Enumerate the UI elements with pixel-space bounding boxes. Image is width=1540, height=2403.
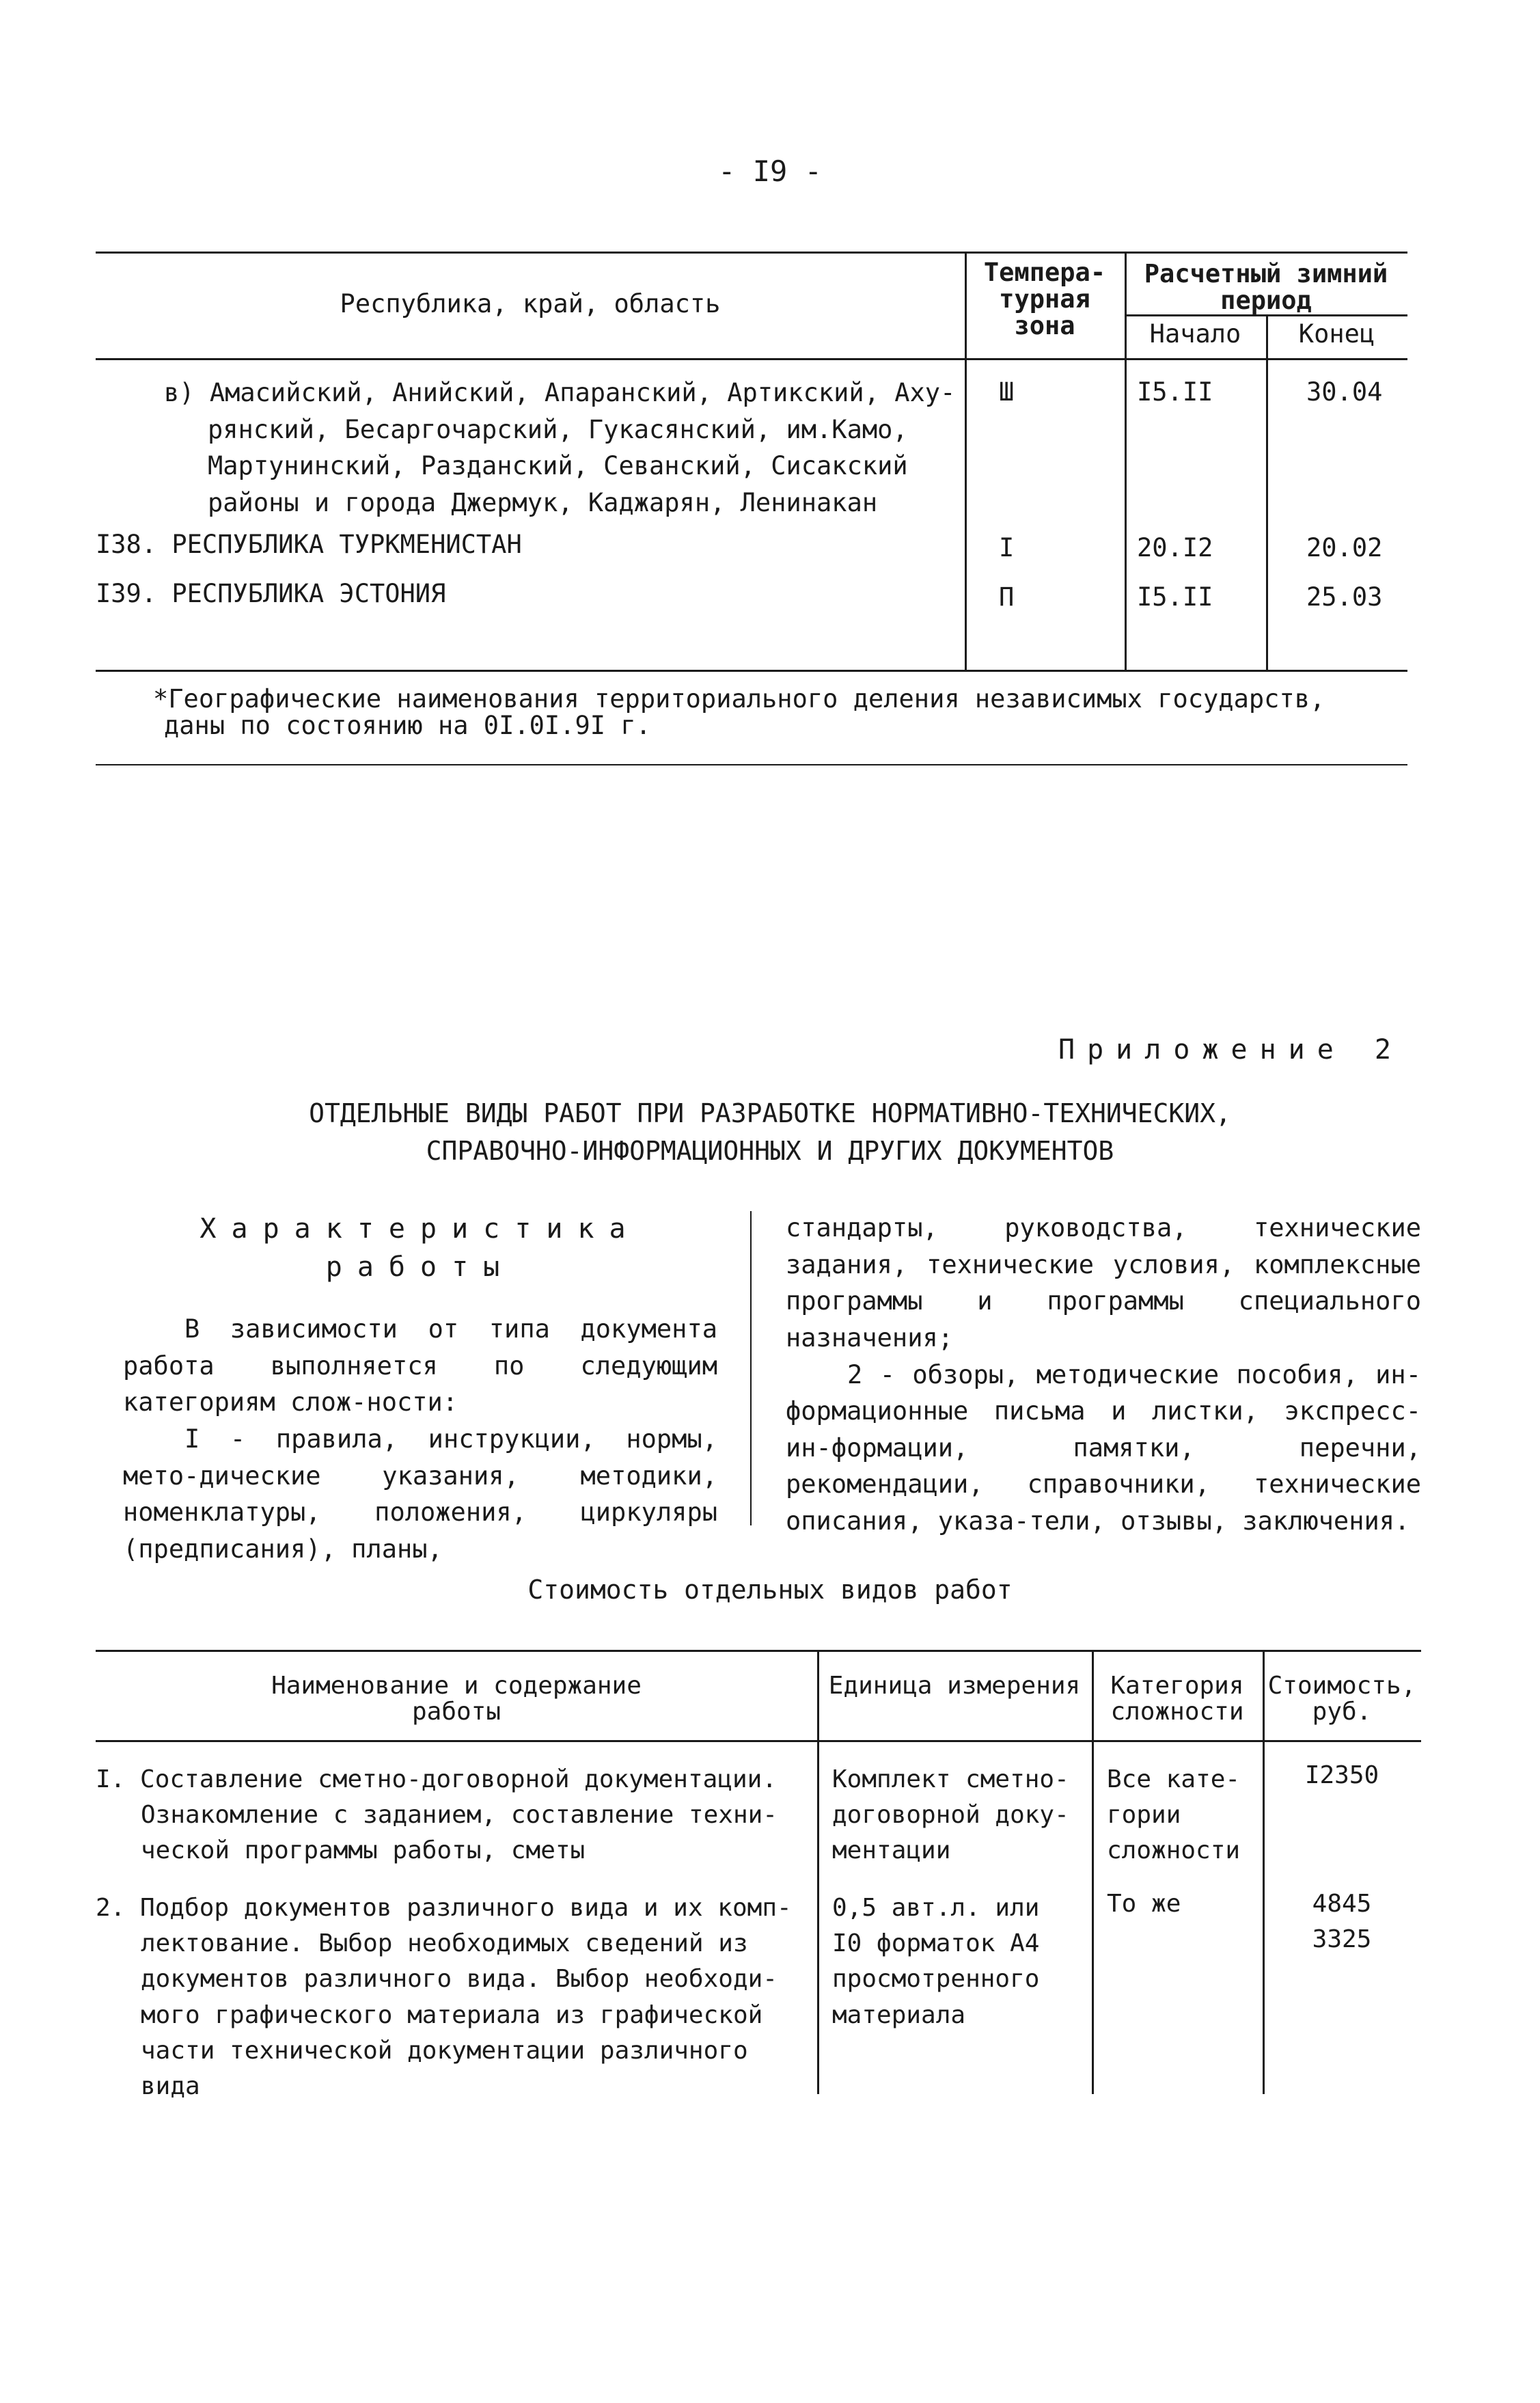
table1-top-rule bbox=[96, 252, 1407, 254]
cost-value: 3325 bbox=[1312, 1925, 1372, 1954]
paragraph: В зависимости от типа документа работа выполняется по следующим категориям слож-ности: bbox=[123, 1314, 717, 1417]
table1-bottom-rule bbox=[96, 670, 1407, 672]
heading-line: Характеристика bbox=[200, 1213, 641, 1245]
table-row bbox=[164, 375, 955, 521]
footnote bbox=[153, 686, 1325, 739]
header-zone-line: турная bbox=[999, 284, 1090, 314]
page-number: - I9 - bbox=[718, 154, 822, 188]
appendix-title-line: СПРАВОЧНО-ИНФОРМАЦИОННЫХ И ДРУГИХ ДОКУМЕНТОВ bbox=[426, 1136, 1114, 1167]
unit-line: договорной доку- bbox=[832, 1801, 1069, 1830]
start-value: 20.I2 bbox=[1137, 533, 1213, 562]
header-zone-line: Темпера- bbox=[983, 258, 1106, 287]
unit-line: просмотренного bbox=[832, 1965, 1040, 1994]
paragraph: 2 - обзоры, методические пособия, ин-формационные письма и листки, экспресс-ин-формации, памятки, перечни, рекомендации, справочники, технические описания, указа-тели, отзывы, заключения. bbox=[786, 1359, 1421, 1536]
right-column bbox=[786, 1210, 1421, 1540]
start-value: I5.II bbox=[1137, 582, 1213, 612]
heading-line: работы bbox=[325, 1251, 515, 1283]
unit-cell bbox=[832, 1762, 1069, 1869]
footnote-rule bbox=[96, 764, 1407, 765]
row-text-line: районы и города Джермук, Каджарян, Ленинакан bbox=[208, 487, 878, 517]
header-period-line: Расчетный зимний bbox=[1144, 259, 1388, 288]
cost-table-title: Стоимость отдельных видов работ bbox=[527, 1575, 1013, 1605]
row-text-line: рянский, Бесаргочарский, Гукасянский, им.Камо, bbox=[208, 414, 908, 444]
category-cell bbox=[1107, 1886, 1181, 1922]
cost-value: I2350 bbox=[1304, 1761, 1379, 1789]
table-row bbox=[96, 1890, 792, 2104]
characteristic-heading bbox=[123, 1210, 717, 1286]
table-row bbox=[96, 1762, 778, 1869]
header-unit: Единица измерения bbox=[828, 1672, 1081, 1700]
header-period bbox=[1125, 261, 1407, 314]
end-value: 25.03 bbox=[1306, 582, 1383, 612]
header-end: Конец bbox=[1298, 319, 1375, 349]
header-cost-line: Стоимость, bbox=[1267, 1672, 1416, 1700]
table1-header-rule bbox=[96, 358, 1407, 360]
row-text-line: лектование. Выбор необходимых сведений из bbox=[141, 1929, 748, 1958]
unit-cell bbox=[832, 1890, 1039, 2033]
column-divider bbox=[750, 1211, 752, 1525]
header-category-line: сложности bbox=[1110, 1697, 1244, 1726]
end-value: 30.04 bbox=[1306, 377, 1383, 407]
row-text-line: части технической документации различного bbox=[141, 2036, 748, 2065]
row-text-line: мого графического материала из графической bbox=[141, 2000, 763, 2029]
start-value: I5.II bbox=[1137, 377, 1213, 407]
row-text-line: в) Амасийский, Анийский, Апаранский, Артикский, Аху- bbox=[164, 378, 956, 407]
category-line: То же bbox=[1107, 1890, 1181, 1918]
category-line: сложности bbox=[1107, 1836, 1241, 1865]
appendix-title-line: ОТДЕЛЬНЫЕ ВИДЫ РАБОТ ПРИ РАЗРАБОТКЕ НОРМАТИВНО-ТЕХНИЧЕСКИХ, bbox=[309, 1098, 1231, 1128]
table-row: I39. РЕСПУБЛИКА ЭСТОНИЯ bbox=[96, 579, 446, 608]
cost-cell bbox=[1263, 1886, 1421, 1957]
category-cell bbox=[1107, 1762, 1240, 1869]
table-row: I38. РЕСПУБЛИКА ТУРКМЕНИСТАН bbox=[96, 530, 522, 559]
unit-line: материала bbox=[832, 2000, 966, 2029]
table2-col-sep-1 bbox=[817, 1650, 819, 2094]
row-text-line: вида bbox=[141, 2072, 200, 2100]
row-text-line: Ознакомление с заданием, составление техни- bbox=[141, 1801, 778, 1830]
header-zone-line: зона bbox=[1014, 310, 1075, 340]
header-category-line: Категория bbox=[1110, 1672, 1244, 1700]
header-zone bbox=[965, 260, 1125, 340]
table2-top-rule bbox=[96, 1650, 1421, 1652]
appendix-label: Приложение 2 bbox=[1058, 1034, 1403, 1065]
header-name-line: Наименование и содержание bbox=[271, 1672, 642, 1700]
row-text-line: ческой программы работы, сметы bbox=[141, 1836, 586, 1865]
header-name-line: работы bbox=[411, 1697, 501, 1726]
paragraph: I - правила, инструкции, нормы, мето-дические указания, методики, номенклатуры, положения, циркуляры (предписания), планы, bbox=[123, 1424, 717, 1564]
category-line: гории bbox=[1107, 1801, 1181, 1830]
unit-line: ментации bbox=[832, 1836, 951, 1865]
row-text-line: 2. Подбор документов различного вида и их комп- bbox=[96, 1894, 792, 1922]
left-column bbox=[123, 1210, 717, 1567]
header-region: Республика, край, область bbox=[340, 289, 721, 318]
zone-value: Ш bbox=[999, 377, 1015, 407]
table1-col-sep-3 bbox=[1266, 314, 1268, 670]
footnote-line: даны по состоянию на 0I.0I.9I г. bbox=[164, 710, 651, 740]
header-name bbox=[96, 1673, 817, 1725]
row-text-line: Мартунинский, Разданский, Севанский, Сисакский bbox=[208, 451, 908, 481]
unit-line: I0 форматок А4 bbox=[832, 1929, 1040, 1958]
header-cost bbox=[1263, 1673, 1421, 1725]
header-period-line: период bbox=[1220, 285, 1312, 315]
header-cost-line: руб. bbox=[1312, 1697, 1372, 1726]
unit-line: 0,5 авт.л. или bbox=[832, 1894, 1040, 1922]
header-category bbox=[1092, 1673, 1263, 1725]
footnote-line: *Географические наименования территориального деления независимых государств, bbox=[153, 684, 1325, 714]
row-text-line: документов различного вида. Выбор необходи- bbox=[141, 1965, 778, 1994]
paragraph: стандарты, руководства, технические задания, технические условия, комплексные программы и программы специального назначения; bbox=[786, 1213, 1421, 1353]
zone-value: I bbox=[999, 533, 1015, 562]
category-line: Все кате- bbox=[1107, 1765, 1241, 1793]
header-start: Начало bbox=[1149, 319, 1241, 349]
cost-cell bbox=[1263, 1758, 1421, 1793]
zone-value: П bbox=[999, 582, 1015, 612]
appendix-title bbox=[0, 1095, 1540, 1170]
row-text-line: I. Составление сметно-договорной документации. bbox=[96, 1765, 777, 1793]
cost-value: 4845 bbox=[1312, 1890, 1372, 1918]
table1-col-sep-2 bbox=[1125, 252, 1127, 670]
table2-header-rule bbox=[96, 1740, 1421, 1742]
unit-line: Комплект сметно- bbox=[832, 1765, 1069, 1793]
end-value: 20.02 bbox=[1306, 533, 1383, 562]
